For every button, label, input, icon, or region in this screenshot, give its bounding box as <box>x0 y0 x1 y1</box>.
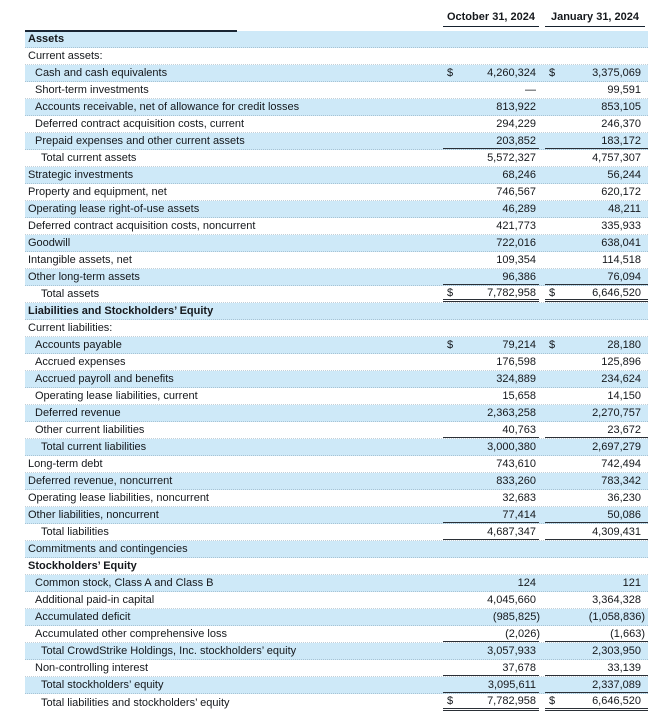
value-group-period-1 <box>443 524 539 540</box>
value-group-period-2 <box>545 184 648 200</box>
row-label: Strategic investments <box>28 169 134 181</box>
value-group-period-1 <box>443 65 539 81</box>
row-label: Total stockholders’ equity <box>41 679 164 691</box>
value-col1: 833,260 <box>496 475 536 487</box>
row-label: Operating lease liabilities, current <box>35 390 198 402</box>
value-col1: 813,922 <box>496 101 536 113</box>
value-col1: 37,678 <box>502 661 536 674</box>
value-group-period-2 <box>545 473 648 489</box>
column-header-period-2: January 31, 2024 <box>545 9 645 27</box>
value-group-period-2 <box>545 201 648 217</box>
value-group-period-1 <box>443 286 539 302</box>
value-group-period-2 <box>545 388 648 404</box>
table-row <box>25 48 648 65</box>
currency-symbol-col1: $ <box>447 339 454 351</box>
value-group-period-1 <box>443 609 539 625</box>
value-col1: 4,260,324 <box>487 67 536 79</box>
table-row <box>25 439 648 456</box>
value-group-period-1 <box>443 575 539 591</box>
row-label: Current liabilities: <box>28 322 113 334</box>
value-group-period-1 <box>443 507 539 523</box>
value-col2: 638,041 <box>601 237 641 249</box>
value-group-period-2 <box>545 82 648 98</box>
value-col1: 68,246 <box>502 169 536 181</box>
row-label: Accumulated other comprehensive loss <box>35 628 227 640</box>
table-row <box>25 116 648 133</box>
value-col2: 33,139 <box>607 661 641 674</box>
value-col1: 32,683 <box>502 492 536 504</box>
row-label: Accounts payable <box>35 339 122 351</box>
row-label: Cash and cash equivalents <box>35 67 168 79</box>
table-row <box>25 558 648 575</box>
value-group-period-2 <box>545 541 648 557</box>
value-group-period-1 <box>443 116 539 132</box>
value-col1: 109,354 <box>496 254 536 266</box>
table-row <box>25 337 648 354</box>
value-group-period-2 <box>545 337 648 353</box>
table-row <box>25 694 648 711</box>
value-col2: 183,172 <box>601 134 641 147</box>
value-group-period-1 <box>443 422 539 438</box>
row-label: Total current liabilities <box>41 441 147 453</box>
value-col2: 234,624 <box>601 373 641 385</box>
value-col2: 2,337,089 <box>592 678 641 691</box>
value-col1: 176,598 <box>496 356 536 368</box>
value-group-period-2 <box>545 99 648 115</box>
value-group-period-1 <box>443 694 539 711</box>
currency-symbol-col2: $ <box>549 67 556 79</box>
value-group-period-1 <box>443 626 539 642</box>
row-label: Operating lease liabilities, noncurrent <box>28 492 209 504</box>
value-group-period-2 <box>545 167 648 183</box>
value-col1: 77,414 <box>502 508 536 521</box>
row-label: Liabilities and Stockholders’ Equity <box>28 305 214 317</box>
value-group-period-1 <box>443 133 539 149</box>
value-group-period-2 <box>545 456 648 472</box>
value-col1: 3,095,611 <box>487 678 536 691</box>
value-col2: 114,518 <box>602 254 641 266</box>
row-label: Total liabilities <box>41 526 109 538</box>
value-group-period-1 <box>443 456 539 472</box>
row-label: Other long-term assets <box>28 271 140 283</box>
table-row <box>25 575 648 592</box>
value-group-period-1 <box>443 150 539 166</box>
value-col2: 853,105 <box>601 101 641 113</box>
table-row <box>25 320 648 337</box>
value-col2: 14,150 <box>607 390 641 402</box>
value-col2: 76,094 <box>607 270 641 283</box>
table-row <box>25 660 648 677</box>
value-group-period-2 <box>545 65 648 81</box>
value-col1: 7,782,958 <box>487 286 536 299</box>
table-row <box>25 218 648 235</box>
row-label: Current assets: <box>28 50 103 62</box>
value-col2: 23,672 <box>607 423 641 436</box>
value-group-period-2 <box>545 31 648 47</box>
row-label: Accrued expenses <box>35 356 126 368</box>
value-group-period-1 <box>443 490 539 506</box>
row-label: Deferred revenue <box>35 407 121 419</box>
table-row <box>25 133 648 150</box>
row-label: Additional paid-in capital <box>35 594 155 606</box>
value-group-period-1 <box>443 337 539 353</box>
column-header-row <box>25 9 648 27</box>
value-col1: 746,567 <box>496 186 536 198</box>
value-group-period-2 <box>545 422 648 438</box>
value-col2: (1,058,836) <box>588 611 645 623</box>
value-col2: 335,933 <box>601 220 641 232</box>
value-group-period-1 <box>443 320 539 336</box>
value-group-period-1 <box>443 558 539 574</box>
balance-sheet-rows <box>25 31 648 711</box>
table-row <box>25 677 648 694</box>
value-group-period-2 <box>545 286 648 302</box>
value-group-period-2 <box>545 626 648 642</box>
value-group-period-1 <box>443 439 539 455</box>
table-row <box>25 201 648 218</box>
value-group-period-1 <box>443 252 539 268</box>
value-group-period-2 <box>545 235 648 251</box>
value-group-period-1 <box>443 201 539 217</box>
row-label: Non-controlling interest <box>35 662 149 674</box>
value-col2: 742,494 <box>601 458 641 470</box>
value-group-period-1 <box>443 48 539 64</box>
value-col2: 3,364,328 <box>592 594 641 606</box>
value-group-period-2 <box>545 218 648 234</box>
value-col2: 28,180 <box>607 339 641 351</box>
value-col1: 124 <box>517 577 536 589</box>
row-label: Total current assets <box>41 152 137 164</box>
table-row <box>25 252 648 269</box>
table-row <box>25 643 648 660</box>
value-group-period-2 <box>545 677 648 693</box>
table-row <box>25 371 648 388</box>
value-group-period-1 <box>443 643 539 659</box>
value-col1: 421,773 <box>496 220 536 232</box>
value-col1: 203,852 <box>496 134 536 147</box>
table-row <box>25 286 648 303</box>
row-label: Assets <box>28 33 65 45</box>
row-label: Commitments and contingencies <box>28 543 188 555</box>
value-col2: 2,697,279 <box>592 441 641 453</box>
value-col2: 6,646,520 <box>592 695 641 707</box>
value-group-period-1 <box>443 303 539 319</box>
value-col1: 40,763 <box>502 423 536 436</box>
value-col1: (985,825) <box>492 611 540 623</box>
row-label: Deferred contract acquisition costs, current <box>35 118 245 130</box>
table-row <box>25 524 648 541</box>
value-group-period-2 <box>545 133 648 149</box>
value-group-period-2 <box>545 592 648 608</box>
row-label: Property and equipment, net <box>28 186 167 198</box>
table-row <box>25 422 648 439</box>
currency-symbol-col2: $ <box>549 339 556 351</box>
currency-symbol-col1: $ <box>447 67 454 79</box>
currency-symbol-col1: $ <box>447 695 454 707</box>
row-label: Total assets <box>41 288 100 300</box>
value-group-period-2 <box>545 660 648 676</box>
value-group-period-1 <box>443 82 539 98</box>
row-label: Deferred revenue, noncurrent <box>28 475 173 487</box>
value-col1: — <box>525 84 536 96</box>
table-row <box>25 82 648 99</box>
value-col2: 4,309,431 <box>592 525 641 538</box>
table-row <box>25 31 648 48</box>
value-group-period-2 <box>545 371 648 387</box>
row-label: Accounts receivable, net of allowance for credit losses <box>35 101 300 113</box>
table-row <box>25 354 648 371</box>
column-header-period-1: October 31, 2024 <box>443 9 539 27</box>
table-row <box>25 541 648 558</box>
value-group-period-2 <box>545 303 648 319</box>
table-row <box>25 405 648 422</box>
value-group-period-1 <box>443 592 539 608</box>
value-group-period-2 <box>545 490 648 506</box>
value-col2: 48,211 <box>608 203 641 215</box>
value-col1: 3,000,380 <box>487 441 536 453</box>
value-col2: 50,086 <box>607 508 641 521</box>
value-group-period-2 <box>545 320 648 336</box>
table-row <box>25 99 648 116</box>
value-group-period-1 <box>443 405 539 421</box>
value-group-period-2 <box>545 643 648 659</box>
value-group-period-1 <box>443 677 539 693</box>
value-group-period-2 <box>545 150 648 166</box>
table-row <box>25 490 648 507</box>
value-col2: 36,230 <box>607 492 641 504</box>
value-group-period-1 <box>443 660 539 676</box>
table-row <box>25 167 648 184</box>
row-label: Short-term investments <box>35 84 149 96</box>
row-label: Prepaid expenses and other current assets <box>35 135 245 147</box>
value-group-period-2 <box>545 439 648 455</box>
value-group-period-2 <box>545 694 648 711</box>
row-label: Long-term debt <box>28 458 103 470</box>
value-group-period-2 <box>545 252 648 268</box>
row-label: Total CrowdStrike Holdings, Inc. stockholders’ equity <box>41 645 297 657</box>
value-col2: 121 <box>622 577 641 589</box>
value-col1: 722,016 <box>496 237 536 249</box>
value-col2: 99,591 <box>607 84 641 96</box>
value-col2: 783,342 <box>601 475 641 487</box>
value-col2: 246,370 <box>601 118 641 130</box>
value-col1: 79,214 <box>502 339 536 351</box>
value-group-period-1 <box>443 218 539 234</box>
table-row <box>25 456 648 473</box>
value-col1: 46,289 <box>502 203 536 215</box>
value-col2: 2,270,757 <box>592 407 641 419</box>
value-group-period-1 <box>443 31 539 47</box>
value-group-period-2 <box>545 48 648 64</box>
table-row <box>25 473 648 490</box>
value-group-period-2 <box>545 116 648 132</box>
value-group-period-1 <box>443 184 539 200</box>
value-col1: 15,658 <box>502 390 536 402</box>
value-col2: 2,303,950 <box>592 645 641 657</box>
row-label: Accumulated deficit <box>35 611 131 623</box>
header-label-spacer <box>25 9 443 27</box>
value-group-period-2 <box>545 558 648 574</box>
row-label: Operating lease right-of-use assets <box>28 203 200 215</box>
value-group-period-2 <box>545 524 648 540</box>
row-label: Intangible assets, net <box>28 254 132 266</box>
row-label: Accrued payroll and benefits <box>35 373 174 385</box>
value-col1: 96,386 <box>502 270 536 283</box>
value-col1: (2,026) <box>505 627 540 640</box>
balance-sheet-table <box>25 9 648 711</box>
value-group-period-2 <box>545 269 648 285</box>
value-group-period-1 <box>443 541 539 557</box>
value-group-period-2 <box>545 354 648 370</box>
table-row <box>25 235 648 252</box>
value-group-period-1 <box>443 388 539 404</box>
value-group-period-2 <box>545 575 648 591</box>
currency-symbol-col1: $ <box>447 286 454 299</box>
value-col1: 7,782,958 <box>487 695 536 707</box>
value-group-period-2 <box>545 405 648 421</box>
value-group-period-2 <box>545 609 648 625</box>
value-col2: 4,757,307 <box>592 152 641 164</box>
table-row <box>25 65 648 82</box>
row-label: Common stock, Class A and Class B <box>35 577 214 589</box>
value-col2: 125,896 <box>601 356 641 368</box>
table-row <box>25 184 648 201</box>
value-group-period-1 <box>443 167 539 183</box>
table-row <box>25 626 648 643</box>
row-label: Deferred contract acquisition costs, noncurrent <box>28 220 256 232</box>
value-col2: 3,375,069 <box>592 67 641 79</box>
table-row <box>25 303 648 320</box>
currency-symbol-col2: $ <box>549 286 556 299</box>
value-group-period-1 <box>443 473 539 489</box>
value-col1: 743,610 <box>496 458 536 470</box>
value-group-period-1 <box>443 99 539 115</box>
value-col1: 5,572,327 <box>487 152 536 164</box>
value-col2: 6,646,520 <box>592 286 641 299</box>
value-col1: 294,229 <box>496 118 536 130</box>
value-col1: 3,057,933 <box>487 645 536 657</box>
value-col2: (1,663) <box>610 627 645 640</box>
currency-symbol-col2: $ <box>549 695 556 707</box>
row-label: Total liabilities and stockholders’ equity <box>41 696 230 709</box>
table-row <box>25 150 648 167</box>
value-col1: 2,363,258 <box>487 407 536 419</box>
value-group-period-1 <box>443 371 539 387</box>
table-row <box>25 609 648 626</box>
value-col1: 4,687,347 <box>487 525 536 538</box>
value-group-period-1 <box>443 269 539 285</box>
table-row <box>25 388 648 405</box>
value-group-period-2 <box>545 507 648 523</box>
table-row <box>25 507 648 524</box>
value-group-period-1 <box>443 354 539 370</box>
value-group-period-1 <box>443 235 539 251</box>
row-label: Goodwill <box>28 237 71 249</box>
value-col1: 324,889 <box>496 373 536 385</box>
row-label: Stockholders’ Equity <box>28 560 137 572</box>
table-row <box>25 592 648 609</box>
row-label: Other current liabilities <box>35 424 145 436</box>
table-row <box>25 269 648 286</box>
value-col2: 56,244 <box>607 169 641 181</box>
value-col2: 620,172 <box>601 186 641 198</box>
row-label: Other liabilities, noncurrent <box>28 509 159 521</box>
value-col1: 4,045,660 <box>487 594 536 606</box>
